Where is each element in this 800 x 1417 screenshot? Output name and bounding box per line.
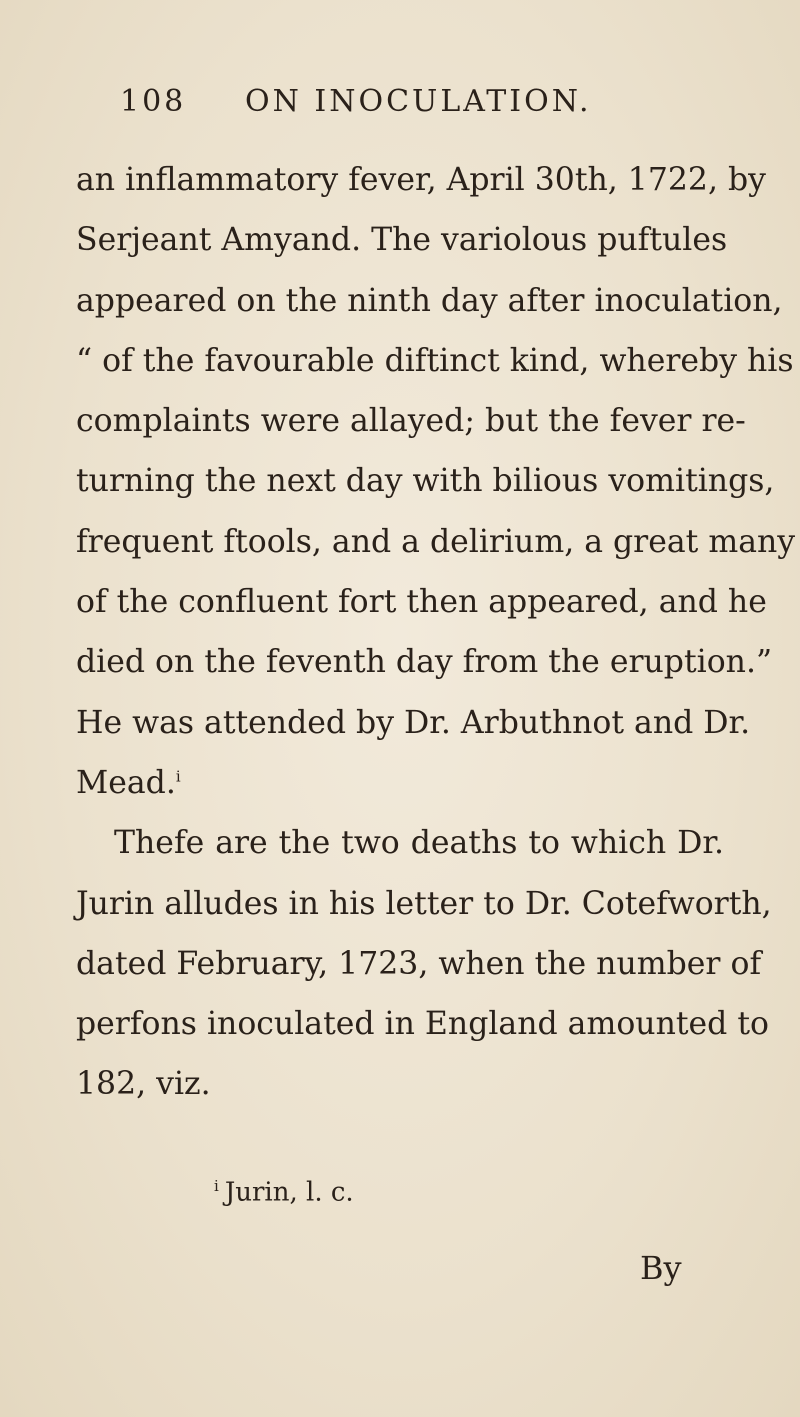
running-title: ON INOCULATION. (245, 84, 592, 119)
text-line: of the confluent fort then appeared, and he (76, 584, 767, 621)
text-line-with-note (76, 753, 724, 813)
footnote-marker: i (214, 1177, 219, 1195)
text-line: frequent ftools, and a delirium, a great many (76, 523, 796, 560)
page-header (120, 80, 680, 124)
text-line: perfons inoculated in England amounted to (76, 1006, 769, 1043)
catchword: By (640, 1249, 682, 1287)
body-text (76, 150, 796, 1115)
text-line: Serjeant Amyand. The variolous puftules (76, 222, 728, 259)
footnote (214, 1168, 354, 1211)
footnote-text: Jurin, l. c. (224, 1177, 354, 1208)
text-line: Mead. (76, 764, 176, 801)
text-line: dated February, 1723, when the number of (76, 945, 762, 982)
text-line: turning the next day with bilious vomitings, (76, 463, 775, 500)
paragraph-first-line: Thefe are the two deaths to which Dr. (114, 825, 724, 862)
text-line: died on the feventh day from the eruption.” (76, 644, 773, 681)
text-line: He was attended by Dr. Arbuthnot and Dr. (76, 704, 751, 741)
footnote-reference: i (175, 767, 181, 786)
text-line: complaints were allayed; but the fever re- (76, 403, 746, 440)
text-line: an inflammatory fever, April 30th, 1722, by (76, 162, 766, 198)
text-line: appeared on the ninth day after inoculation, (76, 282, 783, 319)
text-line: Jurin alludes in his letter to Dr. Cotefworth, (76, 885, 772, 922)
text-line: “ of the favourable diftinct kind, whereby his (76, 342, 794, 379)
page-number: 108 (120, 84, 187, 119)
text-line: 182, viz. (76, 1066, 211, 1103)
